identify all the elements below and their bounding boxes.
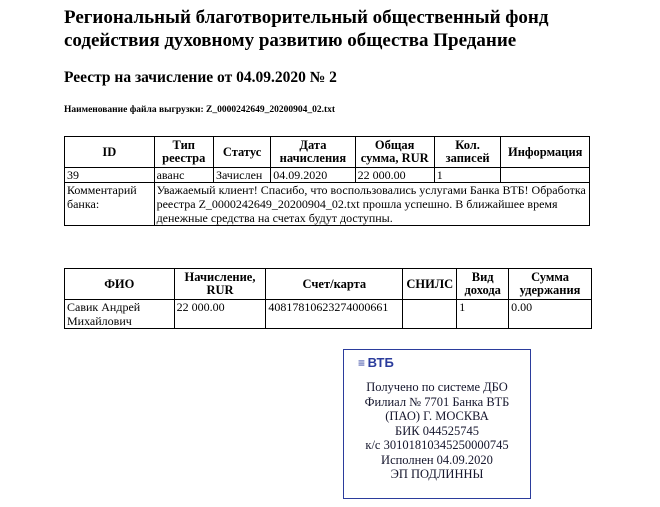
header-snils: СНИЛС [403,269,457,300]
header-status: Статус [213,137,270,168]
export-file-name: Наименование файла выгрузки: Z_0000242649_20200904_02.txt [64,105,336,115]
cell-withholding-sum: 0.00 [509,300,592,329]
cell-status: Зачислен [213,168,270,183]
header-id: ID [65,137,155,168]
cell-accrual-date: 04.09.2020 [271,168,355,183]
stamp-line-signature: ЭП ПОДЛИННЫ [390,467,484,481]
registry-header-row [65,137,590,168]
cell-income-type: 1 [457,300,509,329]
vtb-logo [358,356,394,371]
stamp-line-executed: Исполнен 04.09.2020 [381,452,493,467]
header-full-name: ФИО [65,269,175,300]
table-row [65,168,590,183]
vtb-logo-text: ВТБ [367,355,394,370]
bank-comment: Уважаемый клиент! Спасибо, что воспользовались услугами Банка ВТБ! Обработка реестра Z_0000242649_20200904_02.txt прошла успешно. В ближайшее время денежные средства на счетах будут доступны. [154,183,589,226]
stamp-line-corr-account: к/с 30101810345250000745 [365,438,509,452]
cell-snils [403,300,457,329]
cell-full-name: Савик Андрей Михайлович [65,300,175,329]
cell-id: 39 [65,168,155,183]
header-total-sum: Общая сумма, RUR [355,137,434,168]
registry-table [64,136,590,226]
header-account-card: Счет/карта [266,269,403,300]
comment-row [65,183,590,226]
table-row [65,300,592,329]
registry-title: Реестр на зачисление от 04.09.2020 № 2 [64,69,337,86]
header-income-type: Вид дохода [457,269,509,300]
header-record-count: Кол. записей [434,137,501,168]
cell-registry-type: аванс [154,168,213,183]
payee-table [64,268,592,329]
stamp-line-bik: БИК 044525745 [395,423,479,438]
payee-header-row [65,269,592,300]
stamp-line-branch: Филиал № 7701 Банка ВТБ [364,394,510,409]
comment-label: Комментарий банка: [65,183,155,226]
header-accrual-date: Дата начисления [271,137,355,168]
vtb-logo-icon: ≡ [358,356,365,370]
header-registry-type: Тип реестра [154,137,213,168]
header-information: Информация [501,137,590,168]
organization-title: Региональный благотворительный общественный фонд содействия духовному развитию общества Предание [64,7,549,51]
cell-total-sum: 22 000.00 [355,168,434,183]
cell-accrual-amount: 22 000.00 [174,300,266,329]
bank-stamp [343,349,531,499]
cell-record-count: 1 [434,168,501,183]
cell-information [501,168,590,183]
header-withholding-sum: Сумма удержания [509,269,592,300]
stamp-line-received: Получено по системе ДБО [366,380,508,394]
stamp-line-city: (ПАО) Г. МОСКВА [385,409,489,423]
cell-account-card: 40817810623274000661 [266,300,403,329]
header-accrual-amount: Начисление, RUR [174,269,266,300]
